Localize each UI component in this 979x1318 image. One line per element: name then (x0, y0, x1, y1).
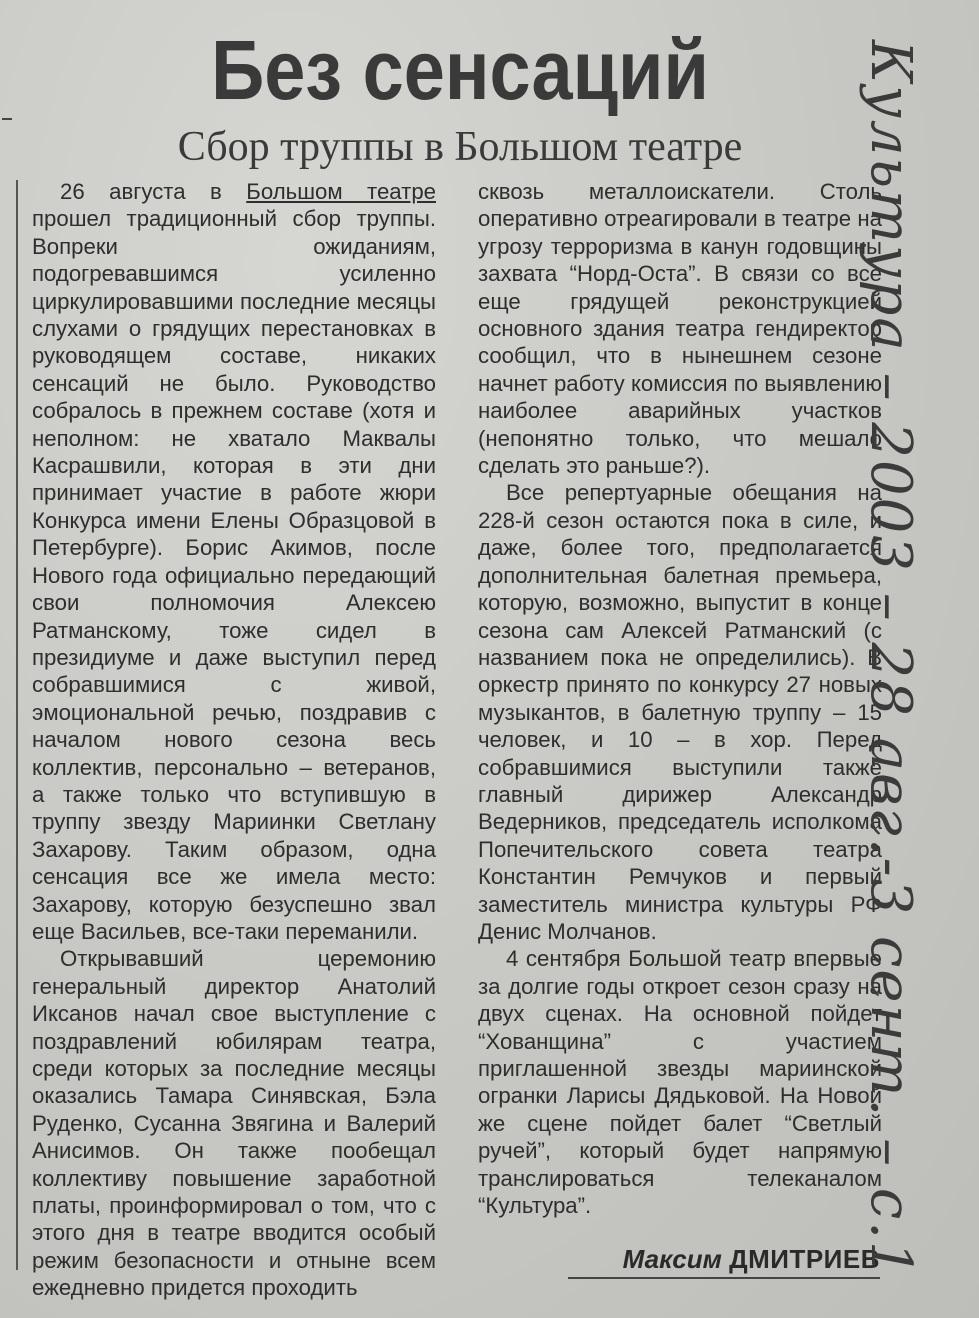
paragraph-5: 4 сентября Большой театр впервые за долгие годы откроет сезон сразу на двух сценах. На основной пойдет “Хованщина” с участием приглашенной звезды мариинской огранки Ларисы Дядьковой. На Новой же сцене пойдет балет “Светлый ручей”, который будет напрямую транслироваться телеканалом “Культура”. (478, 946, 882, 1219)
handwritten-source-note: Культура – 2003 – 28 авг.-3 сент. – с.1 (858, 40, 923, 1279)
paragraph-4: Все репертуарные обещания на 228-й сезон остаются пока в силе, и даже, более того, предполагается дополнительная балетная премьера, которую, возможно, выпустит в конце сезона сам Алексей Ратманский (с названием пока не определились). В оркестр принято по конкурсу 27 новых музыкантов, в балетную труппу – 15 человек, и 10 – в хор. Перед собравшимися выступили также главный дирижер Александр Ведерников, председатель исполкома Попечительского совета театра Константин Ремчуков и первый заместитель министра культуры РФ Денис Молчанов. (478, 480, 882, 944)
paragraph-1 (32, 178, 436, 945)
article-title: Без сенсаций (211, 23, 709, 117)
article-column-2 (478, 178, 882, 1219)
paragraph-2: Открывавший церемонию генеральный директор Анатолий Иксанов начал свое выступление с поздравлений юбилярам театра, среди которых за последние месяцы оказались Тамара Синявская, Бэла Руденко, Сусанна Звягина и Валерий Анисимов. Он также пообещал коллективу повышение заработной платы, проинформировал о том, что с этого дня в театре вводится особый режим безопасности и отныне всем ежедневно придется проходить (32, 946, 436, 1301)
paragraph-1-lead: 26 августа в (60, 179, 247, 204)
paragraph-3: сквозь металлоискатели. Столь оперативно отреагировали в театре на угрозу терроризма в канун годовщины захвата “Норд-Оста”. В связи со все еще грядущей реконструкцией основного здания театра гендиректор сообщил, что в нынешнем сезоне начнет работу комиссия по выявлению наиболее аварийных участков (непонятно только, что мешало сделать это раньше?). (478, 179, 882, 479)
author-first-name: Максим (622, 1244, 722, 1274)
paragraph-1-text: прошел традиционный сбор труппы. Вопреки ожиданиям, подогревавшимся усиленно циркулировавшими последние месяцы слухами о грядущих перестановках в руководящем составе, никаких сенсаций не было. Руководство собралось в прежнем составе (хотя и неполном: не хватало Маквалы Касрашвили, которая в эти дни принимает участие в работе жюри Конкурса имени Елены Образцовой в Петербурге). Борис Акимов, после Нового года официально передающий свои полномочия Алексею Ратманскому, тоже сидел в президиуме и даже выступил перед собравшимися с живой, эмоциональной речью, поздравив с началом нового сезона весь коллектив, персонально – ветеранов, а также только что вступившую в труппу звезду Мариинки Светлану Захарову. Таким образом, одна сенсация все же имела место: Захарову, которую безуспешно звал еще Васильев, все-таки переманили. (32, 206, 436, 944)
bolshoi-link: Большом театре (246, 179, 437, 204)
article-column-1 (32, 178, 436, 1302)
author-last-name: ДМИТРИЕВ (729, 1244, 880, 1274)
margin-mark (2, 118, 12, 120)
column-rule (16, 180, 18, 1270)
author-byline (568, 1241, 880, 1279)
article-subtitle: Сбор труппы в Большом театре (177, 124, 743, 170)
